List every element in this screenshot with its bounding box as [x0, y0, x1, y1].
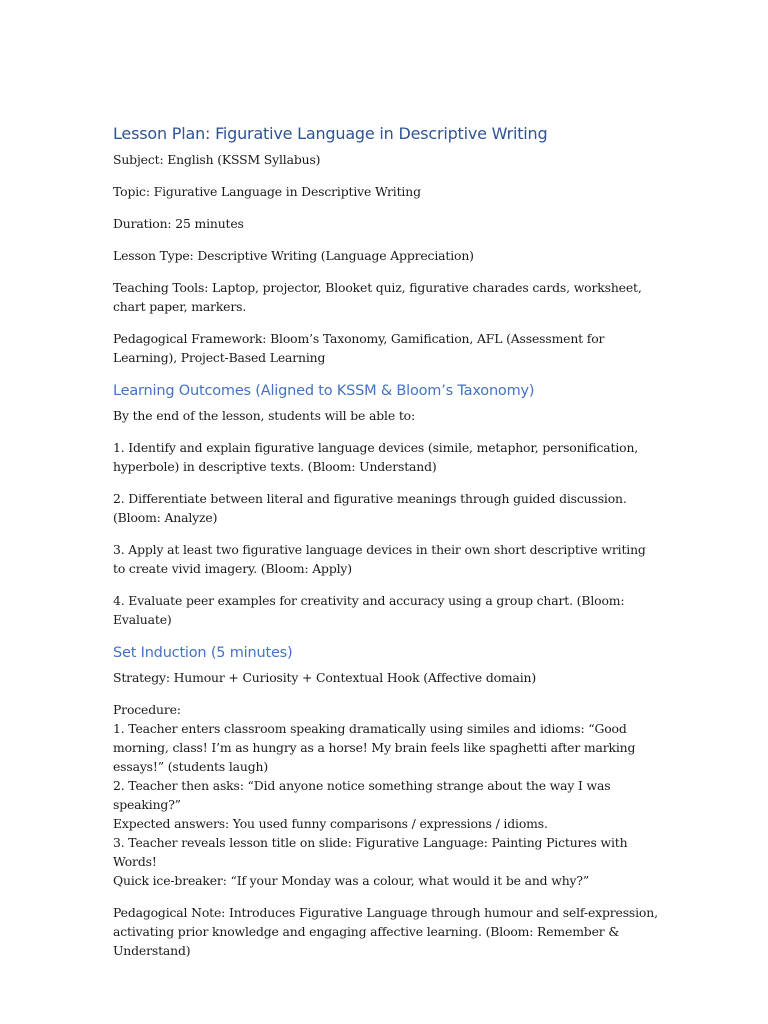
procedure-expected-answers: Expected answers: You used funny comparisons / expressions / idioms.: [113, 816, 548, 831]
info-lesson-type: Lesson Type: Descriptive Writing (Language Appreciation): [113, 248, 474, 263]
info-subject: Subject: English (KSSM Syllabus): [113, 152, 321, 167]
learning-outcome-2: 2. Differentiate between literal and figurative meanings through guided discussion. (Bloom: Analyze): [113, 491, 627, 525]
procedure-step-3: 3. Teacher reveals lesson title on slide: Figurative Language: Painting Pictures with Words!: [113, 835, 628, 869]
procedure-label: Procedure:: [113, 702, 181, 717]
set-induction-heading: Set Induction (5 minutes): [113, 645, 293, 661]
document-title: Lesson Plan: Figurative Language in Descriptive Writing: [113, 124, 548, 143]
learning-outcome-3: 3. Apply at least two figurative language devices in their own short descriptive writing to create vivid imagery. (Bloom: Apply): [113, 542, 646, 576]
info-topic: Topic: Figurative Language in Descriptive Writing: [113, 184, 421, 199]
document-page: [113, 122, 658, 973]
pedagogical-note: Pedagogical Note: Introduces Figurative Language through humour and self-expression, activating prior knowledge and engaging affective learning. (Bloom: Remember & Understand): [113, 905, 658, 958]
learning-outcome-1: 1. Identify and explain figurative language devices (simile, metaphor, personification, hyperbole) in descriptive texts. (Bloom: Understand): [113, 440, 639, 474]
learning-outcomes-heading: Learning Outcomes (Aligned to KSSM & Bloom’s Taxonomy): [113, 383, 535, 399]
learning-outcomes-intro: By the end of the lesson, students will be able to:: [113, 408, 415, 423]
set-induction-strategy: Strategy: Humour + Curiosity + Contextual Hook (Affective domain): [113, 670, 537, 685]
set-induction-procedure: [113, 700, 658, 890]
info-duration: Duration: 25 minutes: [113, 216, 244, 231]
info-teaching-tools: Teaching Tools: Laptop, projector, Blooket quiz, figurative charades cards, worksheet, chart paper, markers.: [113, 280, 642, 314]
procedure-ice-breaker: Quick ice-breaker: “If your Monday was a colour, what would it be and why?”: [113, 873, 590, 888]
procedure-step-1: 1. Teacher enters classroom speaking dramatically using similes and idioms: “Good morning, class! I’m as hungry as a horse! My brain feels like spaghetti after marking essays!” (students laugh): [113, 721, 636, 774]
procedure-step-2: 2. Teacher then asks: “Did anyone notice something strange about the way I was speaking?”: [113, 778, 611, 812]
learning-outcome-4: 4. Evaluate peer examples for creativity and accuracy using a group chart. (Bloom: Evaluate): [113, 593, 625, 627]
info-pedagogical-framework: Pedagogical Framework: Bloom’s Taxonomy, Gamification, AFL (Assessment for Learning), Project-Based Learning: [113, 331, 605, 365]
